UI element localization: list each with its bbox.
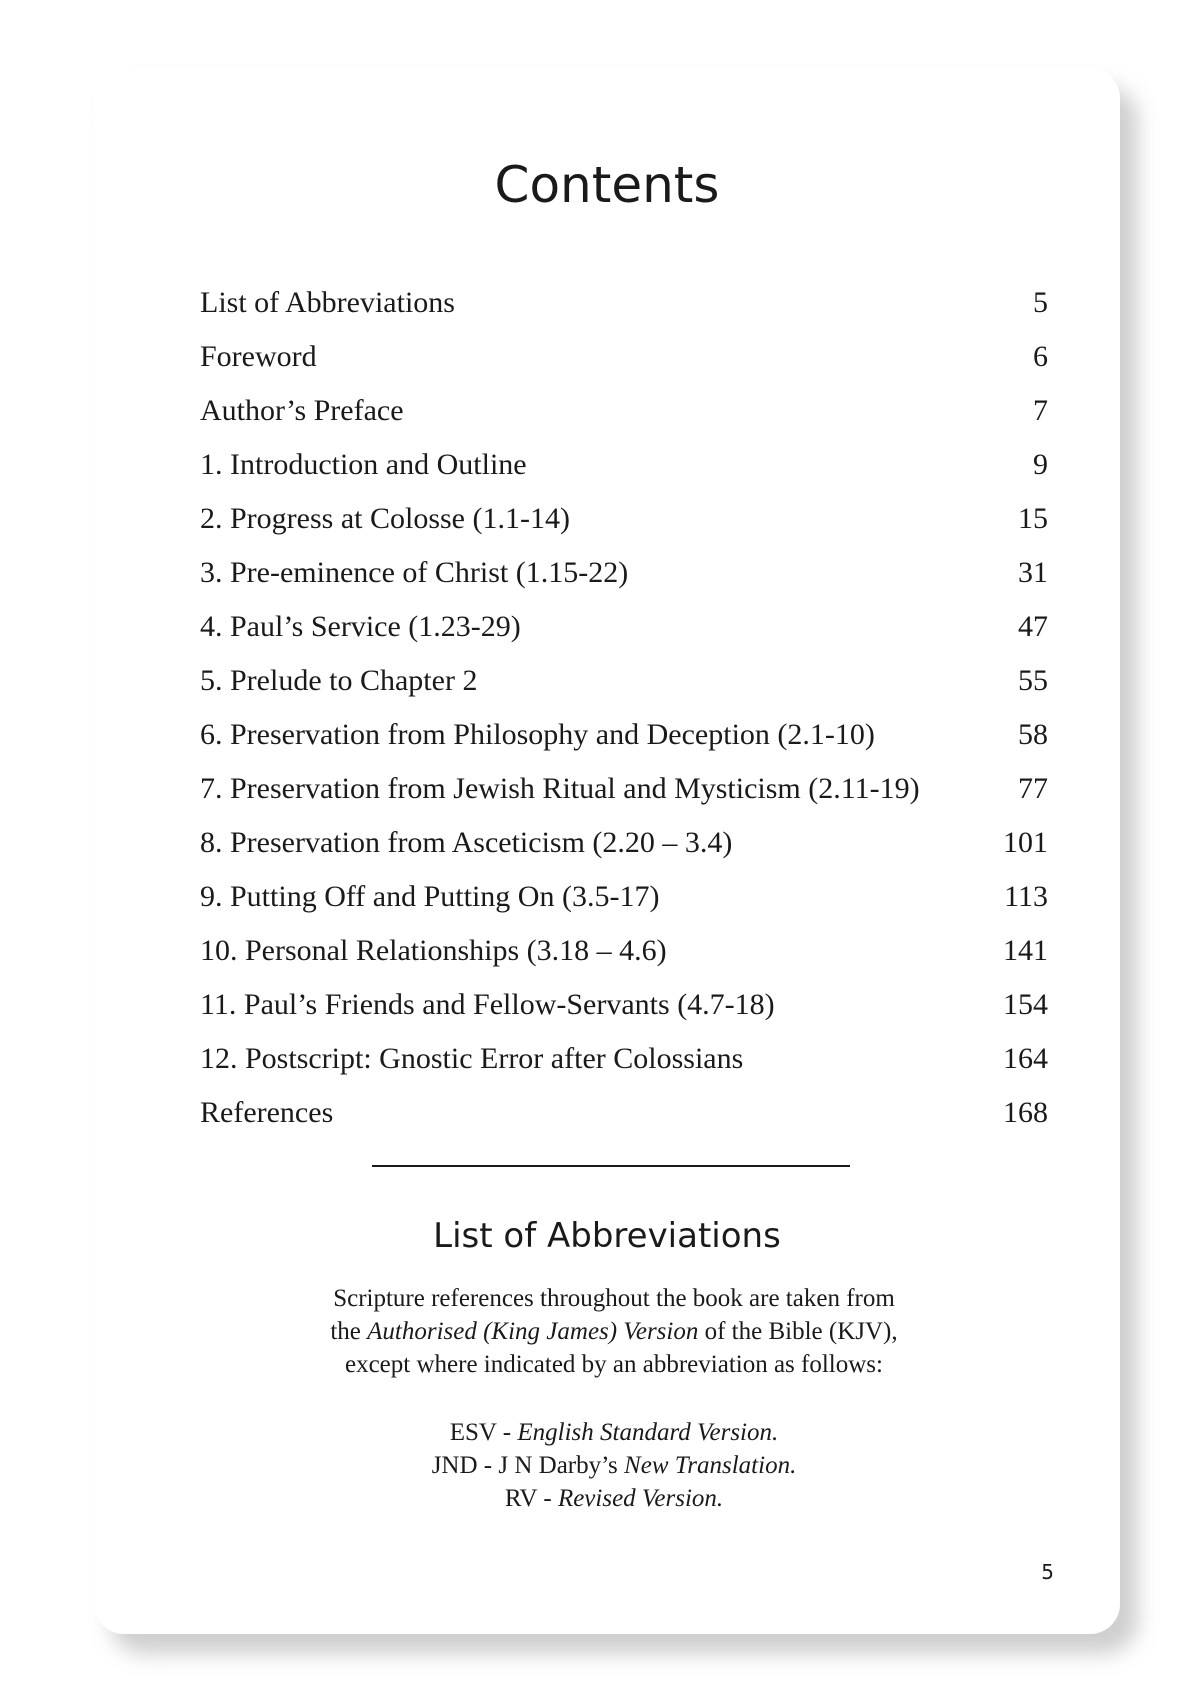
toc-entry-page: 9 <box>1033 448 1048 481</box>
toc-entry <box>200 384 1048 438</box>
toc-entry-label: Foreword <box>200 340 317 373</box>
toc-entry <box>200 762 1048 816</box>
toc-entry-page: 77 <box>1018 772 1048 805</box>
page-title: Contents <box>494 156 720 214</box>
toc-entry <box>200 816 1048 870</box>
toc-entry-label: References <box>200 1096 334 1129</box>
abbreviations-intro <box>254 1282 974 1381</box>
toc-entry <box>200 654 1048 708</box>
toc-entry-page: 31 <box>1018 556 1048 589</box>
toc-entry-page: 101 <box>1003 826 1048 859</box>
toc-entry <box>200 1032 1048 1086</box>
toc-entry <box>200 708 1048 762</box>
abbreviation-list <box>254 1416 974 1515</box>
table-of-contents <box>200 276 1048 1140</box>
toc-entry-label: 5. Prelude to Chapter 2 <box>200 664 478 697</box>
toc-entry-label: 6. Preservation from Philosophy and Deception (2.1-10) <box>200 718 875 751</box>
toc-entry-page: 6 <box>1033 340 1048 373</box>
toc-entry <box>200 276 1048 330</box>
abbreviations-heading: List of Abbreviations <box>433 1216 781 1256</box>
toc-entry-label: 9. Putting Off and Putting On (3.5-17) <box>200 880 660 913</box>
toc-entry-label: 4. Paul’s Service (1.23-29) <box>200 610 521 643</box>
intro-text: of the Bible (KJV), <box>698 1318 898 1345</box>
abbreviation-code: RV - <box>504 1485 558 1512</box>
toc-entry <box>200 546 1048 600</box>
toc-entry-label: 11. Paul’s Friends and Fellow-Servants (4.7-18) <box>200 988 775 1021</box>
book-page <box>94 68 1120 1634</box>
toc-entry <box>200 330 1048 384</box>
toc-entry-label: 7. Preservation from Jewish Ritual and Mysticism (2.11-19) <box>200 772 920 805</box>
section-divider <box>372 1165 850 1167</box>
toc-entry <box>200 492 1048 546</box>
toc-entry-page: 47 <box>1018 610 1048 643</box>
toc-entry-page: 15 <box>1018 502 1048 535</box>
toc-entry-label: Author’s Preface <box>200 394 404 427</box>
toc-entry-label: 10. Personal Relationships (3.18 – 4.6) <box>200 934 667 967</box>
abbreviation-name: English Standard Version. <box>517 1419 779 1446</box>
toc-entry <box>200 1086 1048 1140</box>
toc-entry <box>200 870 1048 924</box>
toc-entry <box>200 600 1048 654</box>
toc-entry-label: 3. Pre-eminence of Christ (1.15-22) <box>200 556 629 589</box>
toc-entry-page: 164 <box>1003 1042 1048 1075</box>
toc-entry <box>200 438 1048 492</box>
abbreviation-item <box>254 1449 974 1482</box>
toc-entry <box>200 924 1048 978</box>
toc-entry-page: 7 <box>1033 394 1048 427</box>
abbreviation-name: New Translation. <box>624 1452 797 1479</box>
page-number: 5 <box>1041 1560 1054 1584</box>
toc-entry-page: 58 <box>1018 718 1048 751</box>
toc-entry <box>200 978 1048 1032</box>
abbreviation-code: ESV - <box>449 1419 518 1446</box>
abbreviation-item <box>254 1416 974 1449</box>
abbreviation-code: JND - J N Darby’s <box>431 1452 625 1479</box>
toc-entry-label: 12. Postscript: Gnostic Error after Colossians <box>200 1042 744 1075</box>
toc-entry-label: List of Abbreviations <box>200 286 455 319</box>
toc-entry-page: 141 <box>1003 934 1048 967</box>
toc-entry-page: 5 <box>1033 286 1048 319</box>
intro-line: except where indicated by an abbreviation as follows: <box>344 1351 883 1378</box>
abbreviation-name: Revised Version. <box>557 1485 724 1512</box>
intro-text: the <box>330 1318 368 1345</box>
toc-entry-page: 113 <box>1004 880 1048 913</box>
toc-entry-label: 8. Preservation from Asceticism (2.20 – 3.4) <box>200 826 733 859</box>
toc-entry-label: 2. Progress at Colosse (1.1-14) <box>200 502 570 535</box>
toc-entry-page: 168 <box>1003 1096 1048 1129</box>
abbreviation-item <box>254 1482 974 1515</box>
intro-version-italic: Authorised (King James) Version <box>367 1318 699 1345</box>
toc-entry-label: 1. Introduction and Outline <box>200 448 527 481</box>
toc-entry-page: 154 <box>1003 988 1048 1021</box>
intro-line: Scripture references throughout the book are taken from <box>333 1285 895 1312</box>
toc-entry-page: 55 <box>1018 664 1048 697</box>
